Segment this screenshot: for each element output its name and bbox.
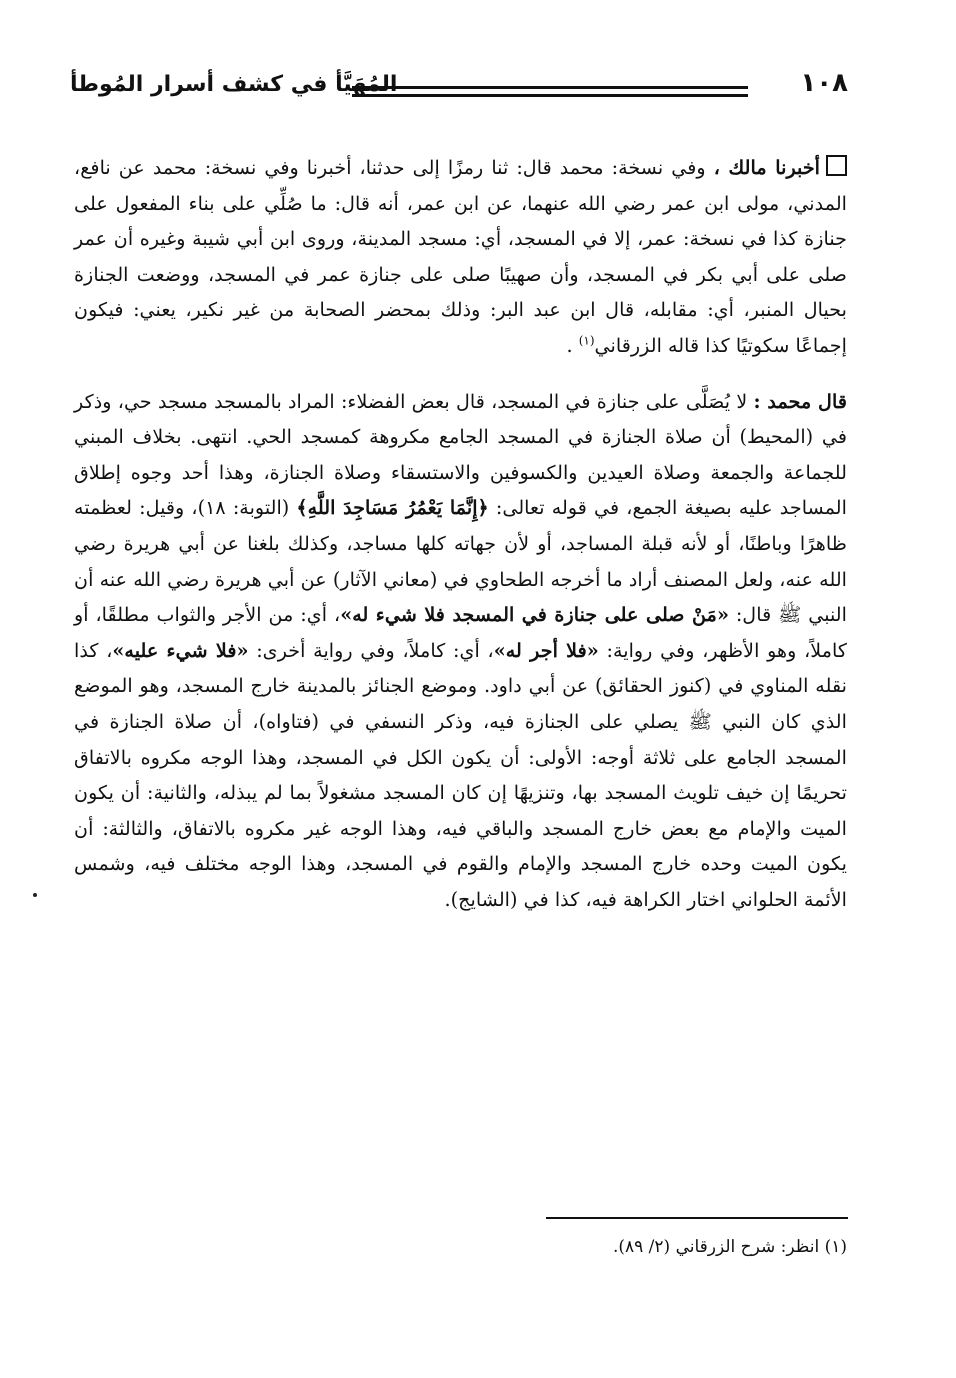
paragraph-1 <box>74 150 847 364</box>
footnote-reference[interactable]: (١) <box>578 333 595 348</box>
section-box-icon <box>826 155 847 176</box>
hadith-quote-2: «فلا أجر له» <box>493 638 599 662</box>
paragraph-2-text-5: ، كذا نقله المناوي في (كنوز الحقائق) عن أبي داود. وموضع الجنائز بالمدينة خارج المسجد، وهو الموضع الذي كان النبي ﷺ يصلي على الجنازة فيه، وذكر النسفي في (فتاواه)، أن صلاة الجنازة في المسجد الجامع على ثلاثة أوجه: الأولى: أن يكون الكل في المسجد، وهذا الوجه مكروه بالاتفاق تحريمًا إن خيف تلويث المسجد بها، وتنزيهًا إن كان المسجد مشغولاً بما لم يبذله، والثانية: أن يكون الميت والإمام مع بعض خارج المسجد والباقي فيه، وهذا الوجه غير مكروه بالاتفاق، والثالثة: أن يكون الميت وحده خارج المسجد والإمام والقوم في المسجد، وهذا الوجه مختلف فيه، وشمس الأئمة الحلواني اختار الكراهة فيه، كذا في (الشايج). <box>74 638 847 911</box>
paragraph-2-text-4: ، أي: كاملاً، وفي رواية أخرى: <box>256 638 494 662</box>
header-double-rule <box>352 86 748 97</box>
footnote-rule <box>546 1217 848 1219</box>
paragraph-1-lead: أخبرنا مالك ، <box>713 156 821 179</box>
paragraph-1-end: . <box>566 333 579 357</box>
paragraph-2-lead: قال محمد : <box>753 389 847 413</box>
hadith-quote-3: «فلا شيء عليه» <box>112 638 249 662</box>
hadith-quote-1: «مَنْ صلى على جنازة في المسجد فلا شيء له» <box>340 603 729 627</box>
quran-verse: ﴿إِنَّمَا يَعْمُرُ مَسَاجِدَ اللَّهِ﴾ <box>296 496 489 520</box>
book-title: المُهَيَّأ في كشف أسرار المُوطأ <box>70 72 398 97</box>
paragraph-2-text-3: ، أي: من الأجر والثواب مطلقًا، أو كاملاً، وهو الأظهر، وفي رواية: <box>74 603 847 662</box>
footnote: (١) انظر: شرح الزرقاني (٢/ ٨٩). <box>612 1237 847 1257</box>
margin-dot <box>33 893 37 897</box>
running-header <box>70 68 848 108</box>
paragraph-2 <box>74 384 847 918</box>
page-number: ١٠٨ <box>800 68 848 98</box>
main-text <box>74 150 847 917</box>
paragraph-1-text: وفي نسخة: محمد قال: ثنا رمزًا إلى حدثنا، أخبرنا وفي نسخة: محمد عن نافع، المدني، مولى ابن عمر رضي الله عنهما، عن ابن عمر، أنه قال: ما صُلِّي على بناء المفعول على جنازة كذا في نسخة: عمر، إلا في المسجد، أي: مسجد المدينة، وروى ابن أبي شيبة وغيره أن عمر صلى على أبي بكر في المسجد، وأن صهيبًا صلى على جنازة عمر في المسجد، ووضعت الجنازة بحيال المنبر، أي: مقابله، قال ابن عبد البر: وذلك بمحضر الصحابة من غير نكير، يعني: فيكون إجماعًا سكوتيًا كذا قاله الزرقاني <box>74 156 847 357</box>
paragraph-2-text-1: لا يُصَلَّى على جنازة في المسجد، قال بعض الفضلاء: المراد بالمسجد مسجد حي، وذكر في (المحيط) أن صلاة الجنازة في المسجد الجامع مكروهة كمسجد الحي. انتهى. بخلاف المبني للجماعة والجمعة وصلاة العيدين والكسوفين والاستسقاء وصلاة الجنازة، وهذا أحد وجوه إطلاق المساجد عليه بصيغة الجمع، في قوله تعالى: <box>74 389 847 520</box>
paragraph-2-text-2: (التوبة: ١٨)، وقيل: لعظمته ظاهرًا وباطنًا، أو لأنه قبلة المساجد، أو لأن جهاته كلها مساجد، وكذلك بلغنا عن أبي هريرة رضي الله عنه، ولعل المصنف أراد ما أخرجه الطحاوي في (معاني الآثار) عن أبي هريرة رضي الله عنه أن النبي ﷺ قال: <box>74 496 847 627</box>
